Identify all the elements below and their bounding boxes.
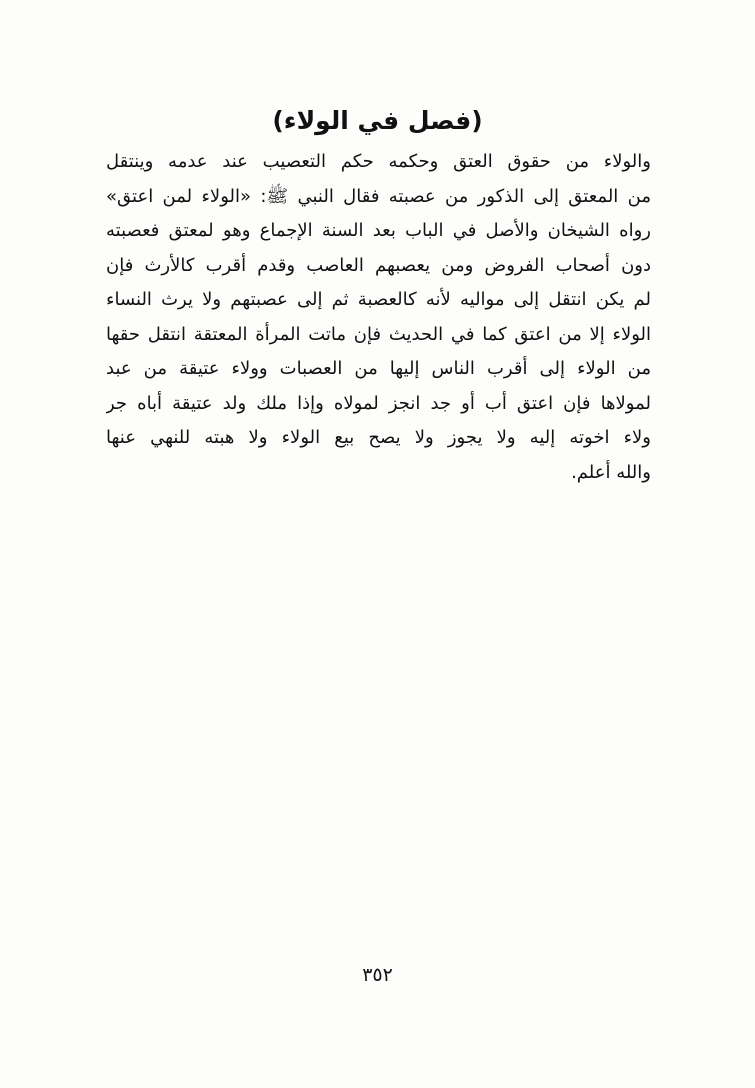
text-line: والولاء من حقوق العتق وحكمه حكم التعصيب عند عدمه وينتقل: [106, 151, 651, 172]
section-heading: (فصل في الولاء): [272, 106, 483, 135]
text-line: من الولاء إلى أقرب الناس إليها من العصبات وولاء عتيقة من عبد: [106, 358, 651, 379]
text-line: ولاء اخوته إليه ولا يجوز ولا يصح بيع الولاء ولا هبته للنهي عنها: [106, 427, 651, 448]
text-line-last: والله أعلم.: [571, 461, 651, 483]
text-line: رواه الشيخان والأصل في الباب بعد السنة الإجماع وهو لمعتق فعصبته: [106, 220, 651, 241]
text-line: دون أصحاب الفروض ومن يعصبهم العاصب وقدم أقرب كالأرث فإن: [106, 254, 651, 276]
page-number: ٣٥٢: [362, 964, 393, 986]
text-line: من المعتق إلى الذكور من عصبته فقال النبي ﷺ: «الولاء لمن اعتق»: [106, 185, 651, 207]
text-line: لم يكن انتقل إلى مواليه لأنه كالعصبة ثم إلى عصبتهم ولا يرث النساء: [106, 289, 651, 310]
body-paragraph: [106, 145, 651, 490]
text-line: لمولاها فإن اعتق أب أو جد انجز لمولاه وإذا ملك ولد عتيقة أباه جر: [106, 392, 651, 414]
text-line: الولاء إلا من اعتق كما في الحديث فإن ماتت المرأة المعتقة انتقل حقها: [106, 323, 651, 345]
